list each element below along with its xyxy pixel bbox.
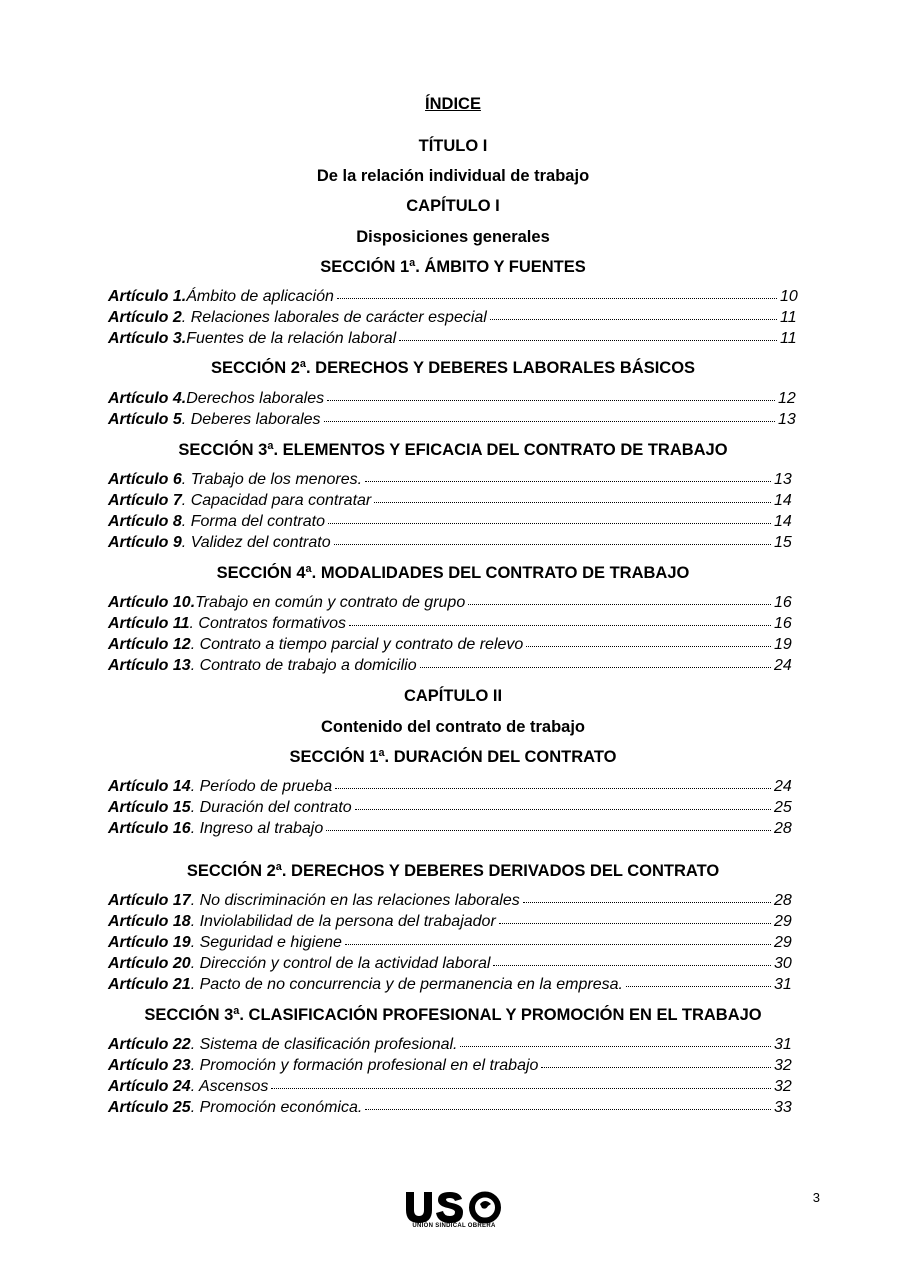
toc-entry[interactable]: [108, 286, 800, 307]
section-heading: SECCIÓN 1ª. ÁMBITO Y FUENTES: [320, 258, 586, 276]
toc-entry[interactable]: [108, 1034, 794, 1055]
toc-entry[interactable]: [108, 1055, 794, 1076]
article-number: Artículo 15: [108, 799, 191, 816]
article-number: Artículo 8: [108, 513, 182, 530]
page-reference: 16: [774, 615, 792, 632]
article-number: Artículo 10.: [108, 594, 196, 611]
page-reference: 25: [774, 799, 792, 816]
dot-leader: [324, 421, 775, 422]
toc-entry[interactable]: [108, 797, 794, 818]
page-reference: 30: [774, 955, 792, 972]
capitulo-2-subtitle: Contenido del contrato de trabajo: [320, 718, 585, 736]
toc-entry[interactable]: [108, 409, 798, 430]
page-reference: 11: [780, 309, 797, 326]
article-title: . Deberes laborales: [181, 411, 321, 428]
section-heading: SECCIÓN 4ª. MODALIDADES DEL CONTRATO DE TRABAJO: [216, 564, 690, 582]
dot-leader: [365, 481, 771, 482]
toc-entry[interactable]: [108, 1097, 794, 1118]
article-title: . Período de prueba: [190, 778, 333, 795]
toc-entry[interactable]: [108, 634, 794, 655]
article-number: Artículo 5: [108, 411, 182, 428]
article-number: Artículo 13: [108, 657, 191, 674]
page-reference: 32: [774, 1057, 792, 1074]
article-title: . Ingreso al trabajo: [190, 820, 324, 837]
toc-entry[interactable]: [108, 328, 800, 349]
article-title: . Inviolabilidad de la persona del trabajador: [190, 913, 496, 930]
dot-leader: [468, 604, 771, 605]
index-title: ÍNDICE: [425, 95, 481, 113]
page-reference: 13: [778, 411, 796, 428]
article-number: Artículo 21: [108, 976, 191, 993]
article-number: Artículo 6: [108, 471, 182, 488]
capitulo-1-heading: CAPÍTULO I: [406, 197, 500, 215]
section-heading: SECCIÓN 2ª. DERECHOS Y DEBERES LABORALES BÁSICOS: [210, 359, 696, 377]
page-reference: 10: [780, 288, 798, 305]
page-reference: 13: [774, 471, 792, 488]
article-number: Artículo 19: [108, 934, 191, 951]
toc-entry[interactable]: [108, 890, 794, 911]
toc-entry[interactable]: [108, 490, 794, 511]
article-title: . Relaciones laborales de carácter especial: [181, 309, 487, 326]
article-number: Artículo 2: [108, 309, 182, 326]
article-title: . Dirección y control de la actividad laboral: [190, 955, 491, 972]
page-reference: 14: [774, 492, 792, 509]
toc-entry[interactable]: [108, 911, 794, 932]
dot-leader: [337, 298, 777, 299]
article-title: . Forma del contrato: [181, 513, 325, 530]
page-reference: 16: [774, 594, 792, 611]
capitulo-2-heading: CAPÍTULO II: [403, 687, 503, 705]
dot-leader: [334, 544, 771, 545]
page-reference: 24: [774, 657, 792, 674]
article-number: Artículo 17: [108, 892, 191, 909]
toc-entry[interactable]: [108, 953, 794, 974]
dot-leader: [493, 965, 771, 966]
dot-leader: [490, 319, 777, 320]
article-title: . Contrato de trabajo a domicilio: [190, 657, 417, 674]
page-reference: 31: [774, 976, 792, 993]
article-number: Artículo 3.: [108, 330, 187, 347]
article-number: Artículo 7: [108, 492, 182, 509]
article-number: Artículo 9: [108, 534, 182, 551]
toc-entry[interactable]: [108, 613, 794, 634]
section-heading: SECCIÓN 3ª. CLASIFICACIÓN PROFESIONAL Y PROMOCIÓN EN EL TRABAJO: [144, 1006, 762, 1024]
dot-leader: [420, 667, 771, 668]
dot-leader: [374, 502, 771, 503]
toc-entry[interactable]: [108, 776, 794, 797]
section-heading: SECCIÓN 2ª. DERECHOS Y DEBERES DERIVADOS DEL CONTRATO: [186, 862, 720, 880]
toc-entry[interactable]: [108, 469, 794, 490]
page-number: 3: [812, 1190, 820, 1205]
article-title: Fuentes de la relación laboral: [186, 330, 397, 347]
article-title: . Contratos formativos: [189, 615, 346, 632]
article-title: . Promoción y formación profesional en el trabajo: [190, 1057, 539, 1074]
article-title: . Promoción económica.: [190, 1099, 363, 1116]
article-title: . Ascensos: [190, 1078, 269, 1095]
toc-entry[interactable]: [108, 1076, 794, 1097]
dot-leader: [499, 923, 771, 924]
section-heading: SECCIÓN 3ª. ELEMENTOS Y EFICACIA DEL CONTRATO DE TRABAJO: [178, 441, 728, 459]
article-title: . Sistema de clasificación profesional.: [190, 1036, 458, 1053]
toc-entry[interactable]: [108, 388, 798, 409]
article-title: . Contrato a tiempo parcial y contrato de relevo: [190, 636, 524, 653]
article-number: Artículo 24: [108, 1078, 191, 1095]
article-number: Artículo 14: [108, 778, 191, 795]
article-number: Artículo 11: [108, 615, 190, 632]
toc-entry[interactable]: [108, 592, 794, 613]
dot-leader: [460, 1046, 771, 1047]
page-reference: 14: [774, 513, 792, 530]
article-title: . Pacto de no concurrencia y de permanencia en la empresa.: [190, 976, 623, 993]
article-number: Artículo 20: [108, 955, 191, 972]
uso-logo-mark: [402, 1190, 506, 1224]
dot-leader: [355, 809, 771, 810]
logo-subtitle: UNIÓN SINDICAL OBRERA: [412, 1223, 496, 1229]
toc-entry[interactable]: [108, 818, 794, 839]
titulo-subtitle: De la relación individual de trabajo: [316, 167, 590, 185]
article-title: . Duración del contrato: [190, 799, 352, 816]
dot-leader: [327, 400, 775, 401]
dot-leader: [523, 902, 771, 903]
toc-entry[interactable]: [108, 307, 800, 328]
article-title: . Validez del contrato: [181, 534, 331, 551]
dot-leader: [626, 986, 771, 987]
article-number: Artículo 18: [108, 913, 191, 930]
article-title: Trabajo en común y contrato de grupo: [195, 594, 466, 611]
dot-leader: [326, 830, 771, 831]
article-number: Artículo 4.: [108, 390, 187, 407]
article-number: Artículo 16: [108, 820, 191, 837]
page-reference: 11: [780, 330, 797, 347]
dot-leader: [541, 1067, 771, 1068]
dot-leader: [335, 788, 771, 789]
page-reference: 19: [774, 636, 792, 653]
page-reference: 28: [774, 892, 792, 909]
toc-entry[interactable]: [108, 932, 794, 953]
page-reference: 29: [774, 934, 792, 951]
article-number: Artículo 12: [108, 636, 191, 653]
article-number: Artículo 1.: [108, 288, 187, 305]
toc-entry[interactable]: [108, 974, 794, 995]
page-reference: 29: [774, 913, 792, 930]
toc-entry[interactable]: [108, 511, 794, 532]
page-reference: 33: [774, 1099, 792, 1116]
dot-leader: [365, 1109, 771, 1110]
toc-entry[interactable]: [108, 655, 794, 676]
dot-leader: [349, 625, 771, 626]
article-title: . Seguridad e higiene: [190, 934, 342, 951]
uso-logo: [402, 1190, 506, 1240]
dot-leader: [271, 1088, 771, 1089]
titulo-heading: TÍTULO I: [418, 137, 488, 155]
article-title: . Trabajo de los menores.: [181, 471, 363, 488]
page-reference: 24: [774, 778, 792, 795]
article-title: Derechos laborales: [186, 390, 325, 407]
article-number: Artículo 25: [108, 1099, 191, 1116]
page-reference: 32: [774, 1078, 792, 1095]
toc-entry[interactable]: [108, 532, 794, 553]
article-title: . No discriminación en las relaciones laborales: [190, 892, 520, 909]
article-number: Artículo 22: [108, 1036, 191, 1053]
page-reference: 28: [774, 820, 792, 837]
capitulo-1-subtitle: Disposiciones generales: [356, 228, 550, 246]
page-reference: 31: [774, 1036, 792, 1053]
article-number: Artículo 23: [108, 1057, 191, 1074]
article-title: Ámbito de aplicación: [186, 288, 334, 305]
page-reference: 15: [774, 534, 792, 551]
dot-leader: [328, 523, 771, 524]
dot-leader: [345, 944, 771, 945]
page-reference: 12: [778, 390, 796, 407]
dot-leader: [526, 646, 771, 647]
dot-leader: [399, 340, 777, 341]
article-title: . Capacidad para contratar: [181, 492, 372, 509]
section-heading: SECCIÓN 1ª. DURACIÓN DEL CONTRATO: [289, 748, 617, 766]
